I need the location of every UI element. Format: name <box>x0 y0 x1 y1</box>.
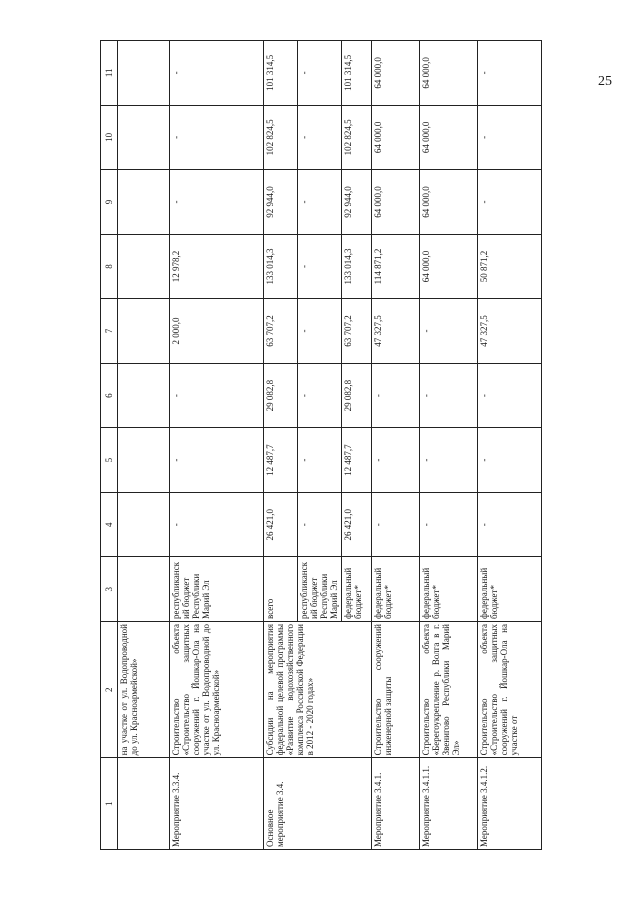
header-row <box>101 41 118 850</box>
table-cell <box>118 492 170 557</box>
table-cell: 2 000,0 <box>170 299 264 364</box>
table-cell: 64 000,0 <box>372 170 420 235</box>
row-source: федеральный бюджет* <box>372 557 420 622</box>
row-label: Мероприятие 3.4.1.2. <box>478 758 542 850</box>
table-cell <box>118 41 170 106</box>
row-label: Мероприятие 3.4.1. <box>372 758 420 850</box>
table-cell <box>118 234 170 299</box>
table-cell: - <box>298 234 342 299</box>
table-row <box>372 41 420 850</box>
table-cell: 64 000,0 <box>372 41 420 106</box>
table-cell: - <box>478 363 542 428</box>
table-cell: 92 944,0 <box>342 170 372 235</box>
table-cell: - <box>170 492 264 557</box>
rotated-table-container <box>100 40 540 850</box>
table-cell: - <box>298 492 342 557</box>
table-cell: 29 082,8 <box>264 363 298 428</box>
table-cell: 92 944,0 <box>264 170 298 235</box>
column-header: 3 <box>101 557 118 622</box>
table-cell: 47 327,5 <box>478 299 542 364</box>
table-row <box>420 41 478 850</box>
table-cell: 133 014,3 <box>264 234 298 299</box>
table-cell: - <box>478 41 542 106</box>
table-cell: 63 707,2 <box>264 299 298 364</box>
table-cell: - <box>298 170 342 235</box>
table-cell <box>118 170 170 235</box>
table-cell: - <box>478 428 542 493</box>
table-cell: 133 014,3 <box>342 234 372 299</box>
table-cell: 12 978,2 <box>170 234 264 299</box>
table-cell: 63 707,2 <box>342 299 372 364</box>
table-cell: 102 824,5 <box>342 105 372 170</box>
table-cell: - <box>372 492 420 557</box>
table-cell: 47 327,5 <box>372 299 420 364</box>
table-cell: 102 824,5 <box>264 105 298 170</box>
table-cell: - <box>478 105 542 170</box>
table-cell: - <box>298 41 342 106</box>
row-description: Строительство объекта «Строительство защитных сооружений г. Йошкар-Ола на участке от <box>478 622 542 758</box>
table-cell: 101 314,5 <box>342 41 372 106</box>
table-cell: - <box>170 105 264 170</box>
table-cell: 64 000,0 <box>420 234 478 299</box>
table-cell: 101 314,5 <box>264 41 298 106</box>
table-cell: 64 000,0 <box>372 105 420 170</box>
row-source <box>118 557 170 622</box>
table-row <box>170 41 264 850</box>
row-description: Субсидии на мероприятия федеральной целевой программы «Развитие водохозяйственного комплекса Российской Федерации в 2012 - 2020 годах» <box>264 622 372 758</box>
table-cell: 64 000,0 <box>420 41 478 106</box>
table-cell: - <box>298 105 342 170</box>
row-description: Строительство объекта «Строительство защитных сооружений г. Йошкар-Ола на участке от ул. Водопроводной до ул. Красноармейской» <box>170 622 264 758</box>
row-description: Строительство сооружений инженерной защиты <box>372 622 420 758</box>
table-cell: - <box>170 41 264 106</box>
table-cell: 26 421,0 <box>342 492 372 557</box>
row-label: Мероприятие 3.3.4. <box>170 758 264 850</box>
table-cell: - <box>478 170 542 235</box>
table-cell: - <box>298 428 342 493</box>
column-header: 5 <box>101 428 118 493</box>
column-header: 8 <box>101 234 118 299</box>
column-header: 9 <box>101 170 118 235</box>
table-cell: - <box>170 428 264 493</box>
column-header: 7 <box>101 299 118 364</box>
budget-table <box>100 40 542 850</box>
table-cell <box>118 428 170 493</box>
table-cell <box>118 299 170 364</box>
table-cell: - <box>478 492 542 557</box>
column-header: 1 <box>101 758 118 850</box>
table-cell: 114 871,2 <box>372 234 420 299</box>
row-source: всего <box>264 557 298 622</box>
row-source: федеральный бюджет* <box>342 557 372 622</box>
column-header: 6 <box>101 363 118 428</box>
table-cell: 50 871,2 <box>478 234 542 299</box>
table-cell: 26 421,0 <box>264 492 298 557</box>
table-cell <box>118 363 170 428</box>
table-cell: - <box>372 428 420 493</box>
row-label: Мероприятие 3.4.1.1. <box>420 758 478 850</box>
row-label: Основное мероприятие 3.4. <box>264 758 372 850</box>
table-cell: - <box>420 299 478 364</box>
table-row <box>118 41 170 850</box>
row-description: Строительство объекта «Берегоукрепление р. Волга в г. Звенигово Республики Марий Эл» <box>420 622 478 758</box>
table-cell: - <box>298 363 342 428</box>
row-source: федеральный бюджет* <box>420 557 478 622</box>
column-header: 10 <box>101 105 118 170</box>
table-cell: - <box>298 299 342 364</box>
page-number: 25 <box>598 74 612 89</box>
table-cell <box>118 105 170 170</box>
row-label <box>118 758 170 850</box>
table-cell: - <box>420 363 478 428</box>
row-source: республиканский бюджет Республики Марий Эл <box>298 557 342 622</box>
row-source: республиканский бюджет Республики Марий Эл <box>170 557 264 622</box>
table-cell: - <box>170 170 264 235</box>
table-cell: 64 000,0 <box>420 170 478 235</box>
column-header: 4 <box>101 492 118 557</box>
table-row <box>478 41 542 850</box>
table-cell: 12 487,7 <box>264 428 298 493</box>
row-description: на участке от ул. Водопроводной до ул. Красноармейской» <box>118 622 170 758</box>
table-cell: - <box>420 428 478 493</box>
row-source: федеральный бюджет* <box>478 557 542 622</box>
table-cell: 29 082,8 <box>342 363 372 428</box>
table-row <box>264 41 298 850</box>
column-header: 2 <box>101 622 118 758</box>
table-cell: 64 000,0 <box>420 105 478 170</box>
table-cell: - <box>170 363 264 428</box>
column-header: 11 <box>101 41 118 106</box>
table-cell: - <box>372 363 420 428</box>
table-cell: 12 487,7 <box>342 428 372 493</box>
table-cell: - <box>420 492 478 557</box>
